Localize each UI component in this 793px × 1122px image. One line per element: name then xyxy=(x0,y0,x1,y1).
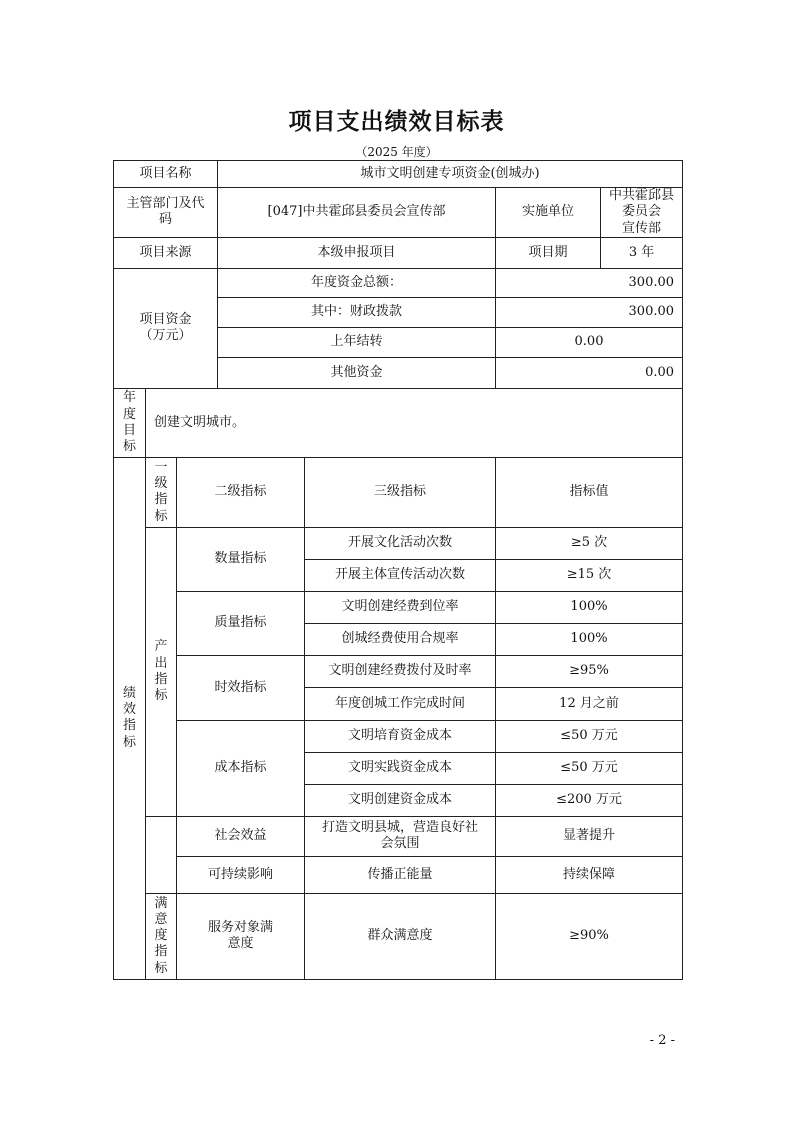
row-quantity-1 xyxy=(114,527,683,559)
fund-other-value: 0.00 xyxy=(496,357,683,388)
level3-header: 三级指标 xyxy=(305,457,496,527)
timeliness-label: 时效指标 xyxy=(177,655,305,720)
project-name-label: 项目名称 xyxy=(114,161,218,188)
indicator-value: ≤200 万元 xyxy=(496,784,683,816)
indicator-name: 打造文明县城，营造良好社 会氛围 xyxy=(305,816,496,856)
year-label: （2025 年度） xyxy=(355,145,438,159)
indicator-value: 12 月之前 xyxy=(496,687,683,720)
indicator-name: 开展文化活动次数 xyxy=(305,527,496,559)
quality-label: 质量指标 xyxy=(177,591,305,655)
social-label: 社会效益 xyxy=(177,816,305,856)
indicator-name: 文明实践资金成本 xyxy=(305,752,496,784)
annual-goal-text: 创建文明城市。 xyxy=(146,388,683,457)
indicator-value: 100% xyxy=(496,623,683,655)
annual-goal-label: 年 度 目 标 xyxy=(114,388,146,457)
indicator-value: ≤50 万元 xyxy=(496,720,683,752)
row-perf-header xyxy=(114,457,683,527)
indicator-name: 文明创建经费拨付及时率 xyxy=(305,655,496,687)
row-quality-1 xyxy=(114,591,683,623)
fund-total-label: 年度资金总额： xyxy=(218,268,496,297)
indicator-value: 显著提升 xyxy=(496,816,683,856)
dept-label: 主管部门及代 码 xyxy=(114,188,218,238)
row-project-name xyxy=(114,161,683,188)
indicator-name: 传播正能量 xyxy=(305,856,496,893)
funds-label: 项目资金 （万元） xyxy=(114,268,218,388)
indicator-value: ≥5 次 xyxy=(496,527,683,559)
period-label: 项目期 xyxy=(496,237,601,268)
level2-header: 二级指标 xyxy=(177,457,305,527)
row-fund-total xyxy=(114,268,683,297)
row-cost-1 xyxy=(114,720,683,752)
indicator-value: 100% xyxy=(496,591,683,623)
sustain-label: 可持续影响 xyxy=(177,856,305,893)
project-name-value: 城市文明创建专项资金(创城办) xyxy=(218,161,683,188)
fund-fiscal-value: 300.00 xyxy=(496,297,683,327)
indicator-name: 文明培育资金成本 xyxy=(305,720,496,752)
indicator-name: 文明创建资金成本 xyxy=(305,784,496,816)
indicator-name: 年度创城工作完成时间 xyxy=(305,687,496,720)
row-annual-goal xyxy=(114,388,683,457)
fund-carryover-label: 上年结转 xyxy=(218,327,496,357)
row-social xyxy=(114,816,683,856)
indicator-value: ≥95% xyxy=(496,655,683,687)
source-value: 本级申报项目 xyxy=(218,237,496,268)
benefit-label-empty xyxy=(146,816,177,893)
service-label: 服务对象满 意度 xyxy=(177,893,305,979)
impl-label: 实施单位 xyxy=(496,188,601,238)
indicator-value: ≤50 万元 xyxy=(496,752,683,784)
satisfaction-label: 满 意 度 指 标 xyxy=(146,893,177,979)
row-sustain xyxy=(114,856,683,893)
impl-value: 中共霍邱县委员会 宣传部 xyxy=(601,188,683,238)
value-header: 指标值 xyxy=(496,457,683,527)
indicator-value: ≥15 次 xyxy=(496,559,683,591)
cost-label: 成本指标 xyxy=(177,720,305,816)
row-timeliness-1 xyxy=(114,655,683,687)
indicator-value: ≥90% xyxy=(496,893,683,979)
period-value: 3 年 xyxy=(601,237,683,268)
dept-value: [047]中共霍邱县委员会宣传部 xyxy=(218,188,496,238)
indicator-name: 文明创建经费到位率 xyxy=(305,591,496,623)
performance-table xyxy=(113,160,683,980)
page-number: - 2 - xyxy=(649,1033,675,1048)
indicator-value: 持续保障 xyxy=(496,856,683,893)
row-dept xyxy=(114,188,683,238)
row-source xyxy=(114,237,683,268)
indicator-name: 创城经费使用合规率 xyxy=(305,623,496,655)
row-satisfaction xyxy=(114,893,683,979)
source-title: 项目来源 xyxy=(114,237,218,268)
fund-fiscal-label: 其中：财政拨款 xyxy=(218,297,496,327)
fund-other-label: 其他资金 xyxy=(218,357,496,388)
quantity-label: 数量指标 xyxy=(177,527,305,591)
fund-carryover-value: 0.00 xyxy=(496,327,683,357)
output-label: 产 出 指 标 xyxy=(146,527,177,816)
indicator-name: 群众满意度 xyxy=(305,893,496,979)
indicator-name: 开展主体宣传活动次数 xyxy=(305,559,496,591)
level1-header: 一 级 指 标 xyxy=(146,457,177,527)
perf-label: 绩 效 指 标 xyxy=(114,457,146,979)
fund-total-value: 300.00 xyxy=(496,268,683,297)
page-title: 项目支出绩效目标表 xyxy=(288,108,505,135)
